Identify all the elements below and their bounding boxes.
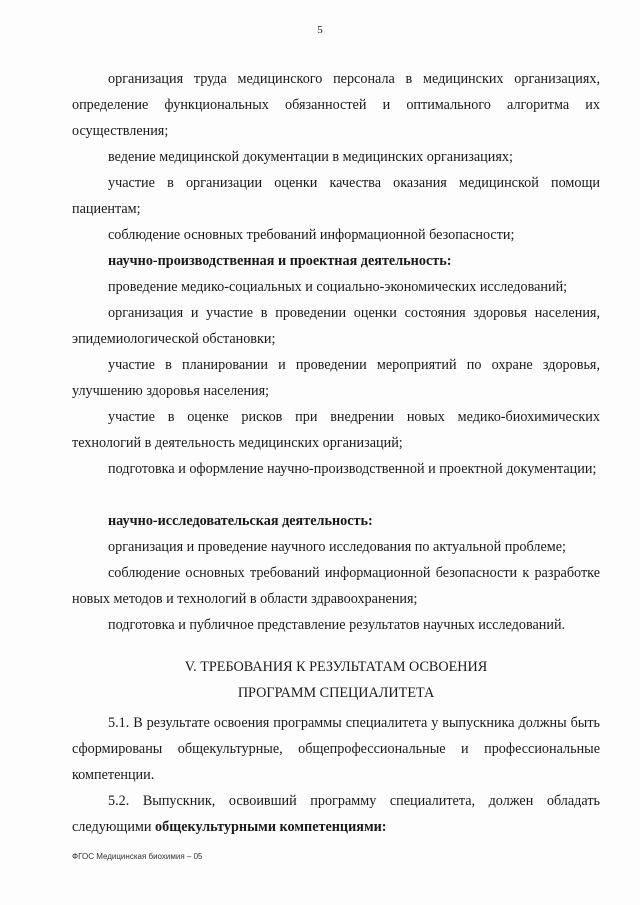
page-number: 5 xyxy=(317,24,323,36)
paragraph: соблюдение основных требований информационной безопасности к разработке новых методов и технологий в области здравоохранения; xyxy=(72,565,600,607)
subsection-title: научно-производственная и проектная деятельность: xyxy=(108,253,452,269)
clause-5-2-text: 5.2. Выпускник, освоивший программу специалитета, должен обладать следующими xyxy=(72,793,600,835)
paragraph: соблюдение основных требований информационной безопасности; xyxy=(108,227,515,243)
paragraph: ведение медицинской документации в медицинских организациях; xyxy=(108,149,513,165)
paragraph: участие в организации оценки качества оказания медицинской помощи пациентам; xyxy=(72,175,600,217)
paragraph: подготовка и оформление научно-производственной и проектной документации; xyxy=(108,461,597,477)
paragraph: участие в оценке рисков при внедрении новых медико-биохимических технологий в деятельность медицинских организаций; xyxy=(72,409,600,451)
paragraph: организация труда медицинского персонала в медицинских организациях, определение функциональных обязанностей и оптимального алгоритма их осуществления; xyxy=(72,71,600,139)
section-heading-line1: V. ТРЕБОВАНИЯ К РЕЗУЛЬТАТАМ ОСВОЕНИЯ xyxy=(184,659,488,675)
footer: ФГОС Медицинская биохимия – 05 xyxy=(72,852,203,861)
section-heading-line2: ПРОГРАММ СПЕЦИАЛИТЕТА xyxy=(237,685,435,701)
clause-5-1: 5.1. В результате освоения программы специалитета у выпускника должны быть сформированы общекультурные, общепрофессиональные и профессиональные компетенции. xyxy=(72,715,600,783)
clause-5-2-bold: общекультурными компетенциями: xyxy=(155,819,387,835)
paragraph: подготовка и публичное представление результатов научных исследований. xyxy=(108,617,566,633)
clause-5-2 xyxy=(72,788,600,840)
paragraph: организация и проведение научного исследования по актуальной проблеме; xyxy=(108,539,566,555)
paragraph: проведение медико-социальных и социально-экономических исследований; xyxy=(108,279,568,295)
paragraph: организация и участие в проведении оценки состояния здоровья населения, эпидемиологической обстановки; xyxy=(72,305,600,347)
paragraph: участие в планировании и проведении мероприятий по охране здоровья, улучшению здоровья населения; xyxy=(72,357,600,399)
subsection-title: научно-исследовательская деятельность: xyxy=(108,513,373,529)
